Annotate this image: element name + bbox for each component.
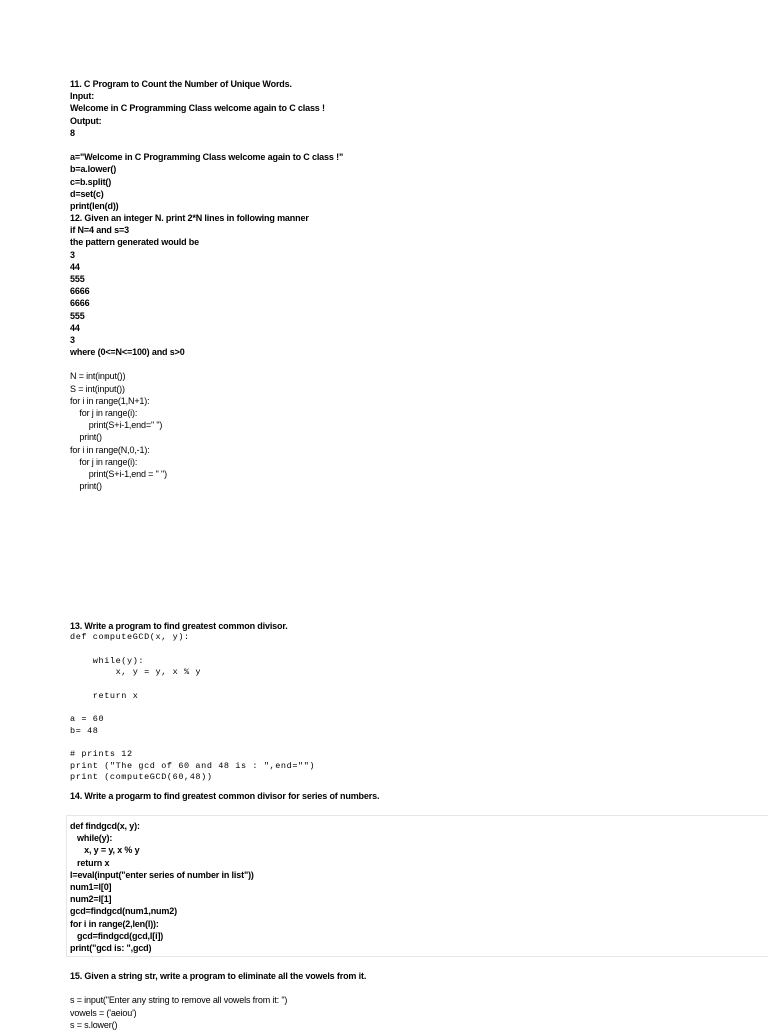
code-line: num2=l[1] (70, 894, 112, 905)
section-14-title: 14. Write a progarm to find greatest common divisor for series of numbers. (70, 791, 380, 801)
code-line: vowels = ('aeiou') (70, 1007, 137, 1018)
code-line: print (computeGCD(60,48)) (70, 772, 213, 783)
code-comment: # prints 12 (70, 749, 133, 760)
code-line: print(S+i-1,end = " ") (70, 468, 167, 479)
pattern-line: 555 (70, 273, 85, 284)
spacer (70, 679, 315, 691)
code-line: def computeGCD(x, y): (70, 632, 190, 643)
code-line: a="Welcome in C Programming Class welcome again to C class !" (70, 152, 344, 163)
section-14 (70, 790, 379, 802)
code-line: x, y = y, x % y (70, 667, 202, 678)
code-line: print(S+i-1,end=" ") (70, 420, 163, 431)
code-line: b= 48 (70, 725, 99, 736)
section-12-title: 12. Given an integer N. print 2*N lines in following manner (70, 213, 309, 223)
code-line: print(len(d)) (70, 200, 119, 211)
pattern-line: 6666 (70, 286, 90, 297)
text-line: if N=4 and s=3 (70, 225, 129, 236)
section-12 (70, 212, 309, 492)
constraint-line: where (0<=N<=100) and s>0 (70, 347, 185, 358)
pattern-line: 3 (70, 249, 75, 260)
section-11-output-label: Output: (70, 115, 102, 126)
section-11-output-value: 8 (70, 127, 75, 138)
section-13-title: 13. Write a program to find greatest common divisor. (70, 621, 288, 631)
code-line: c=b.split() (70, 176, 112, 187)
code-line: S = int(input()) (70, 383, 125, 394)
pattern-line: 44 (70, 261, 80, 272)
code-line: while(y): (70, 833, 113, 844)
code-line: x, y = y, x % y (70, 845, 140, 856)
code-line: print("gcd is: ",gcd) (70, 942, 152, 953)
spacer (70, 702, 315, 714)
pattern-line: 555 (70, 310, 85, 321)
spacer (70, 737, 315, 749)
code-line: for j in range(i): (70, 408, 138, 418)
code-line: num1=l[0] (70, 881, 112, 892)
code-line: a = 60 (70, 714, 105, 724)
code-line: s = input("Enter any string to remove all vowels from it: ") (70, 995, 288, 1006)
code-line: print ("The gcd of 60 and 48 is : ",end="") (70, 760, 316, 771)
code-line: l=eval(input("enter series of number in list")) (70, 869, 254, 880)
code-line: while(y): (70, 655, 145, 666)
section-15 (70, 970, 366, 1031)
section-15-title: 15. Given a string str, write a program to eliminate all the vowels from it. (70, 971, 367, 981)
code-line: print() (70, 481, 102, 492)
code-box (66, 815, 768, 957)
code-line: return x (70, 690, 139, 701)
code-line: for i in range(1,N+1): (70, 395, 150, 406)
section-11-input-value: Welcome in C Programming Class welcome again to C class ! (70, 103, 325, 114)
section-11-title: 11. C Program to Count the Number of Unique Words. (70, 79, 292, 89)
code-line: print() (70, 432, 102, 443)
section-11-input-label: Input: (70, 91, 95, 102)
code-line: for i in range(N,0,-1): (70, 444, 150, 455)
spacer (70, 644, 315, 656)
code-line: for j in range(i): (70, 456, 138, 467)
code-line: N = int(input()) (70, 371, 126, 382)
pattern-line: 3 (70, 334, 75, 345)
code-line: gcd=findgcd(gcd,l[i]) (70, 930, 164, 941)
section-13 (70, 620, 315, 784)
code-line: gcd=findgcd(num1,num2) (70, 906, 177, 917)
code-line: return x (70, 857, 110, 868)
pattern-line: 44 (70, 322, 80, 333)
spacer (70, 982, 366, 994)
code-line: def findgcd(x, y): (70, 821, 140, 831)
code-line: d=set(c) (70, 188, 104, 199)
code-line: for i in range(2,len(l)): (70, 918, 159, 929)
section-11 (70, 78, 343, 212)
spacer (70, 358, 309, 370)
spacer (70, 139, 343, 151)
code-line: s = s.lower() (70, 1019, 118, 1030)
code-line: b=a.lower() (70, 164, 117, 175)
text-line: the pattern generated would be (70, 237, 200, 248)
pattern-line: 6666 (70, 298, 90, 309)
